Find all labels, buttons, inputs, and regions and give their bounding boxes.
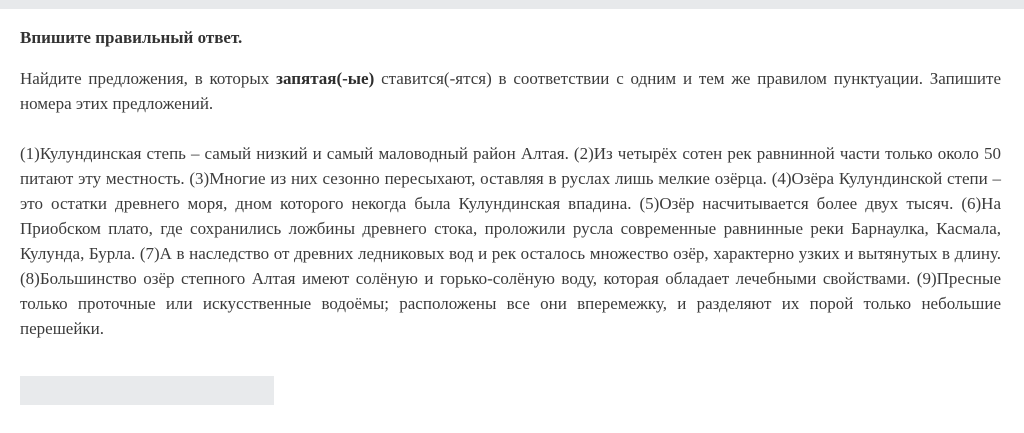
task-instruction — [20, 66, 1001, 116]
task-container — [20, 25, 1001, 341]
instruction-text-start: Найдите предложения, в которых — [20, 69, 277, 88]
answer-input[interactable] — [20, 376, 274, 405]
passage-text: (1)Кулундинская степь – самый низкий и самый маловодный район Алтая. (2)Из четырёх сотен рек равнинной части только около 50 питают эту местность. (3)Многие из них сезонно пересыхают, оставляя в руслах лишь мелкие озёрца. (4)Озёра Кулундинской степи – это остатки древнего моря, дном которого некогда была Кулундинская впадина. (5)Озёр насчитывается более двух тысяч. (6)На Приобском плато, где сохранились ложбины древнего стока, проложили русла современные равнинные реки Барнаулка, Касмала, Кулунда, Бурла. (7)А в наследство от древних ледниковых вод и рек осталось множество озёр, характерно узких и вытянутых в длину. (8)Большинство озёр степного Алтая имеют солёную и горько-солёную воду, которая обладает лечебными свойствами. (9)Пресные только проточные или искусственные водоёмы; расположены все они вперемежку, и разделяют их порой только небольшие перешейки. — [20, 144, 1001, 338]
task-heading: Впишите правильный ответ. — [20, 28, 243, 47]
instruction-text-end: ставится(-ятся) в соответствии с одним и тем же правилом пунктуации. Запишите номера этих предложений. — [20, 69, 1001, 113]
instruction-bold-term: запятая(-ые) — [276, 69, 375, 88]
top-strip — [0, 0, 1024, 9]
